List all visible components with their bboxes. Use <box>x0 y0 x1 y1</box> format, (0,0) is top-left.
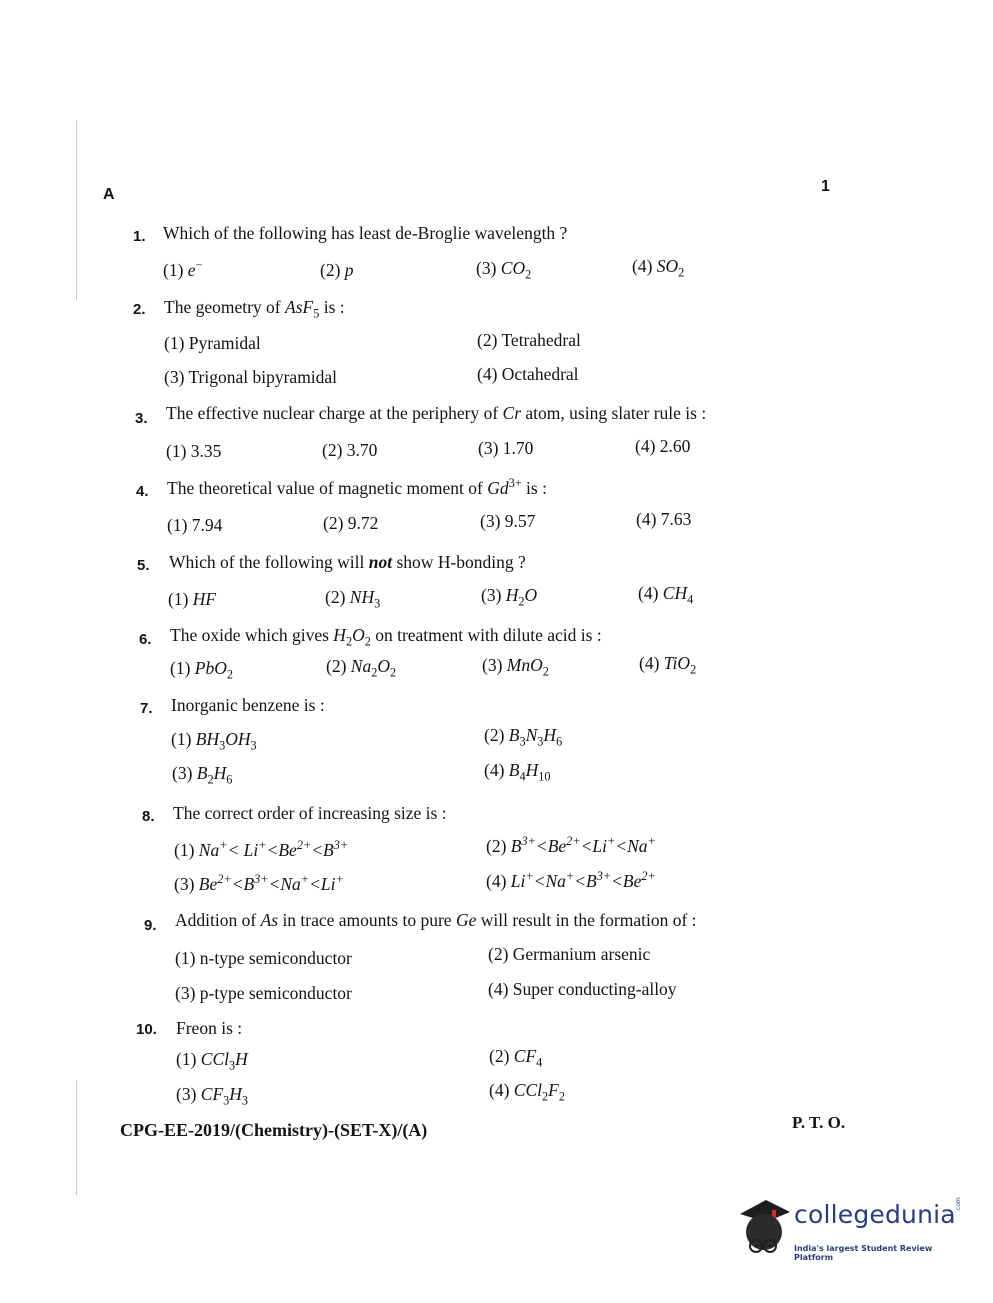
question-number: 1. <box>133 228 146 245</box>
question-text: The geometry of AsF$_5$ is : <box>164 297 345 321</box>
exam-code: CPG-EE-2019/(Chemistry)-(SET-X)/(A) <box>120 1120 428 1140</box>
option-3: (3) p-type semiconductor <box>175 983 352 1003</box>
question-text: The effective nuclear charge at the periphery of Cr atom, using slater rule is : <box>166 403 707 423</box>
option-1: (1) CCl$_3$H <box>176 1049 248 1073</box>
question-number: 3. <box>135 410 148 427</box>
brand-name: collegedunia <box>794 1200 956 1229</box>
option-1: (1) HF <box>168 589 217 609</box>
question-text: The oxide which gives $H_2O_2$ on treatment with dilute acid is : <box>170 625 602 649</box>
option-2: (2) $CF_4$ <box>489 1046 543 1070</box>
option-4: (4) $B_4H_{10}$ <box>484 760 551 784</box>
option-4: (4) $CCl_2F_2$ <box>489 1080 565 1104</box>
option-2: (2) $B_3N_3H_6$ <box>484 725 563 749</box>
option-4: (4) 2.60 <box>635 436 691 456</box>
option-3: (3) $H_2O$ <box>481 585 538 609</box>
question-text: Inorganic benzene is : <box>171 695 325 715</box>
brand-domain: .com <box>955 1197 962 1212</box>
question-text: Freon is : <box>176 1018 243 1038</box>
question-number: 8. <box>142 808 155 825</box>
option-3: (3) $B_2H_6$ <box>172 763 233 787</box>
option-3: (3) $CF_3H_3$ <box>176 1084 249 1108</box>
question-number: 10. <box>136 1021 157 1038</box>
question-number: 2. <box>133 301 146 318</box>
option-1: (1) 3.35 <box>166 441 222 461</box>
option-4: (4) TiO$_2$ <box>639 653 697 677</box>
option-2: (2) $B^{3+}<Be^{2+}<Li^+<Na^+$ <box>486 834 656 856</box>
question-number: 7. <box>140 700 153 717</box>
option-2: (2) p <box>320 260 354 280</box>
option-3: (3) 1.70 <box>478 438 534 458</box>
set-letter: A <box>103 186 115 203</box>
option-2: (2) Germanium arsenic <box>488 944 651 964</box>
pto-label: P. T. O. <box>792 1113 846 1132</box>
question-number: 4. <box>136 483 149 500</box>
question-number: 5. <box>137 557 150 574</box>
option-1: (1) $Na^+< Li^+<Be^{2+}<B^{3+}$ <box>174 838 349 860</box>
question-text: Which of the following has least de-Broglie wavelength ? <box>163 223 568 243</box>
option-1: (1) PbO$_2$ <box>170 658 233 682</box>
collegedunia-logo <box>736 1196 966 1262</box>
option-2: (2) $Na_2O_2$ <box>326 656 397 680</box>
page-number: 1 <box>821 178 830 195</box>
option-4: (4) Super conducting-alloy <box>488 979 677 999</box>
option-1: (1) e− <box>163 258 203 280</box>
question-number: 6. <box>139 631 152 648</box>
option-3: (3) $CO_2$ <box>476 258 532 282</box>
brand-tagline: India's largest Student Review Platform <box>794 1244 933 1262</box>
student-mascot-icon <box>736 1196 792 1262</box>
option-1: (1) n-type semiconductor <box>175 948 352 968</box>
option-4: (4) 7.63 <box>636 509 692 529</box>
option-4: (4) $SO_2$ <box>632 256 685 280</box>
option-4: (4) $Li^+<Na^+<B^{3+}<Be^{2+}$ <box>486 869 656 891</box>
option-4: (4) $CH_4$ <box>638 583 694 607</box>
option-2: (2) 9.72 <box>323 513 379 533</box>
option-1: (1) Pyramidal <box>164 333 261 353</box>
option-2: (2) $NH_3$ <box>325 587 381 611</box>
question-number: 9. <box>144 917 157 934</box>
option-3: (3) $Be^{2+}<B^{3+}<Na^+<Li^+$ <box>174 872 344 894</box>
option-4: (4) Octahedral <box>477 364 579 384</box>
option-1: (1) $BH_3OH_3$ <box>171 729 257 753</box>
question-text: The correct order of increasing size is : <box>173 803 447 823</box>
option-3: (3) Trigonal bipyramidal <box>164 367 338 387</box>
option-3: (3) 9.57 <box>480 511 536 531</box>
question-text: Which of the following will not show H-bonding ? <box>169 552 526 572</box>
option-2: (2) 3.70 <box>322 440 378 460</box>
question-text: The theoretical value of magnetic moment of $Gd^{3+}$ is : <box>167 476 547 498</box>
option-2: (2) Tetrahedral <box>477 330 581 350</box>
option-3: (3) MnO$_2$ <box>482 655 549 679</box>
option-1: (1) 7.94 <box>167 515 223 535</box>
question-text: Addition of As in trace amounts to pure Ge will result in the formation of : <box>175 910 697 930</box>
